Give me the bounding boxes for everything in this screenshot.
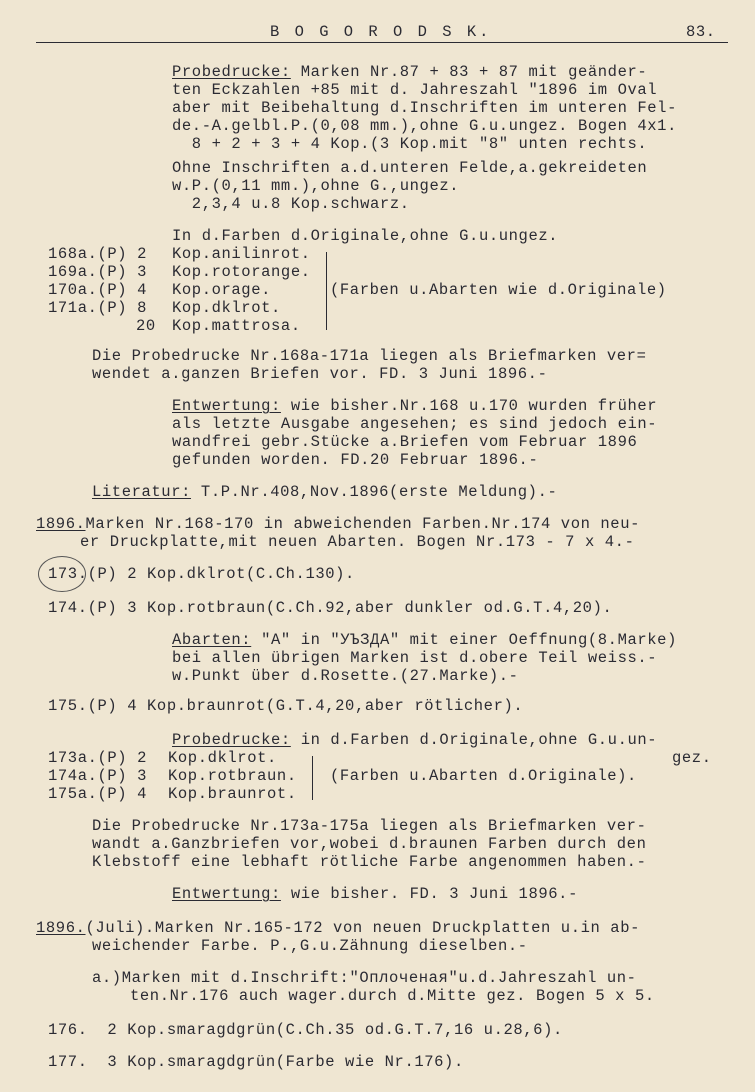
page-number: 83.: [686, 23, 716, 41]
entry-174: 174.(P) 3 Kop.rotbraun(C.Ch.92,aber dunkler od.G.T.4,20).: [48, 599, 613, 617]
section3-intro-line-1: 1896.(Juli).Marken Nr.165-172 von neuen Druckplatten u.in ab-: [36, 919, 640, 937]
abarten-label: Abarten:: [172, 631, 252, 649]
section2-entwertung-line: Entwertung: wie bisher. FD. 3 Juni 1896.-: [172, 885, 578, 903]
section2-probedrucke-line: Probedrucke: in d.Farben d.Originale,ohne G.u.un-: [172, 731, 658, 749]
section2-stamp-brace: [306, 756, 313, 800]
section2-intro-line-2: er Druckplatte,mit neuen Abarten. Bogen Nr.173 - 7 x 4.-: [80, 533, 635, 551]
entwertung-line-3: wandfrei gebr.Stücke a.Briefen vom Februar 1896: [172, 433, 638, 451]
farben-line: In d.Farben d.Originale,ohne G.u.ungez.: [172, 227, 559, 245]
entry-175: 175.(P) 4 Kop.braunrot(G.T.4,20,aber rötlicher).: [48, 697, 524, 715]
section2-brace-note: (Farben u.Abarten d.Originale).: [330, 767, 637, 785]
entry-173: 173.(P) 2 Kop.dklrot(C.Ch.130).: [48, 565, 355, 583]
literatur-line: Literatur: T.P.Nr.408,Nov.1896(erste Meldung).-: [92, 483, 558, 501]
probedrucke-line-5: 8 + 2 + 3 + 4 Kop.(3 Kop.mit "8" unten rechts.: [172, 135, 648, 153]
header-rule: [36, 42, 728, 43]
stamp-20-desc: Kop.mattrosa.: [172, 317, 301, 335]
probedrucke-label: Probedrucke:: [172, 63, 291, 81]
entwertung-line-4: gefunden worden. FD.20 Februar 1896.-: [172, 451, 539, 469]
stamp-175a-desc: Kop.braunrot.: [168, 785, 297, 803]
ohne-line-2: w.P.(0,11 mm.),ohne G.,ungez.: [172, 177, 460, 195]
stamp-169a-desc: Kop.rotorange.: [172, 263, 311, 281]
stamp-174a-desc: Kop.rotbraun.: [168, 767, 297, 785]
section2-year: 1896.: [36, 515, 86, 533]
section2-probedrucke-cont: gez.: [672, 749, 712, 767]
note-line-2: wendet a.ganzen Briefen vor. FD. 3 Juni 1896.-: [92, 365, 548, 383]
entwertung-line-2: als letzte Ausgabe angesehen; es sind jedoch ein-: [172, 415, 658, 433]
stamp-169a-no: 169a.(P) 3: [48, 263, 148, 281]
stamp-170a-no: 170a.(P) 4: [48, 281, 148, 299]
stamp-170a-desc: Kop.orage.: [172, 281, 272, 299]
stamp-171a-no: 171a.(P) 8: [48, 299, 148, 317]
abarten-line-3: w.Punkt über d.Rosette.(27.Marke).-: [172, 667, 519, 685]
stamp-20-no: 20: [136, 317, 156, 335]
stamp-174a-no: 174a.(P) 3: [48, 767, 148, 785]
entwertung-label: Entwertung:: [172, 397, 281, 415]
literatur-label: Literatur:: [92, 483, 192, 501]
page-header-title: B O G O R O D S K.: [270, 23, 492, 41]
ohne-line-3: 2,3,4 u.8 Kop.schwarz.: [172, 195, 410, 213]
probedrucke-line-3: aber mit Beibehaltung d.Inschriften im unteren Fel-: [172, 99, 677, 117]
stamp-173a-desc: Kop.dklrot.: [168, 749, 277, 767]
abarten-line-1: Abarten: "A" in "УЪЗДА" mit einer Oeffnung(8.Marke): [172, 631, 677, 649]
entry-173-number: 173.: [48, 565, 88, 583]
stamp-168a-no: 168a.(P) 2: [48, 245, 148, 263]
section2-probedrucke-label: Probedrucke:: [172, 731, 291, 749]
entwertung-line-1: Entwertung: wie bisher.Nr.168 u.170 wurden früher: [172, 397, 658, 415]
probedrucke-line-1: Probedrucke: Marken Nr.87 + 83 + 87 mit geänder-: [172, 63, 648, 81]
stamp-group-brace: [320, 252, 327, 330]
ohne-line-1: Ohne Inschriften a.d.unteren Felde,a.gekreideten: [172, 159, 648, 177]
stamp-173a-no: 173a.(P) 2: [48, 749, 148, 767]
entry-177: 177. 3 Kop.smaragdgrün(Farbe wie Nr.176).: [48, 1053, 464, 1071]
section3-sub-line-1: a.)Marken mit d.Inschrift:"Оплоченая"u.d.Jahreszahl un-: [92, 969, 637, 987]
probedrucke-line-2: ten Eckzahlen +85 mit d. Jahreszahl "1896 im Oval: [172, 81, 658, 99]
stamp-175a-no: 175a.(P) 4: [48, 785, 148, 803]
note-line-1: Die Probedrucke Nr.168a-171a liegen als Briefmarken ver=: [92, 347, 647, 365]
abarten-line-2: bei allen übrigen Marken ist d.obere Teil weiss.-: [172, 649, 658, 667]
section3-year: 1896.: [36, 919, 86, 937]
probedrucke-line-4: de.-A.gelbl.P.(0,08 mm.),ohne G.u.ungez. Bogen 4x1.: [172, 117, 677, 135]
section2-note-line-3: Klebstoff eine lebhaft rötliche Farbe angenommen haben.-: [92, 853, 647, 871]
section2-note-line-1: Die Probedrucke Nr.173a-175a liegen als Briefmarken ver-: [92, 817, 647, 835]
brace-note: (Farben u.Abarten wie d.Originale): [330, 281, 667, 299]
stamp-168a-desc: Kop.anilinrot.: [172, 245, 311, 263]
stamp-171a-desc: Kop.dklrot.: [172, 299, 281, 317]
section2-note-line-2: wandt a.Ganzbriefen vor,wobei d.braunen Farben durch den: [92, 835, 647, 853]
section3-sub-line-2: ten.Nr.176 auch wager.durch d.Mitte gez. Bogen 5 x 5.: [130, 987, 655, 1005]
section2-intro-line-1: 1896.Marken Nr.168-170 in abweichenden Farben.Nr.174 von neu-: [36, 515, 640, 533]
section2-entwertung-label: Entwertung:: [172, 885, 281, 903]
entry-176: 176. 2 Kop.smaragdgrün(C.Ch.35 od.G.T.7,16 u.28,6).: [48, 1021, 563, 1039]
section3-intro-line-2: weichender Farbe. P.,G.u.Zähnung dieselben.-: [92, 937, 528, 955]
